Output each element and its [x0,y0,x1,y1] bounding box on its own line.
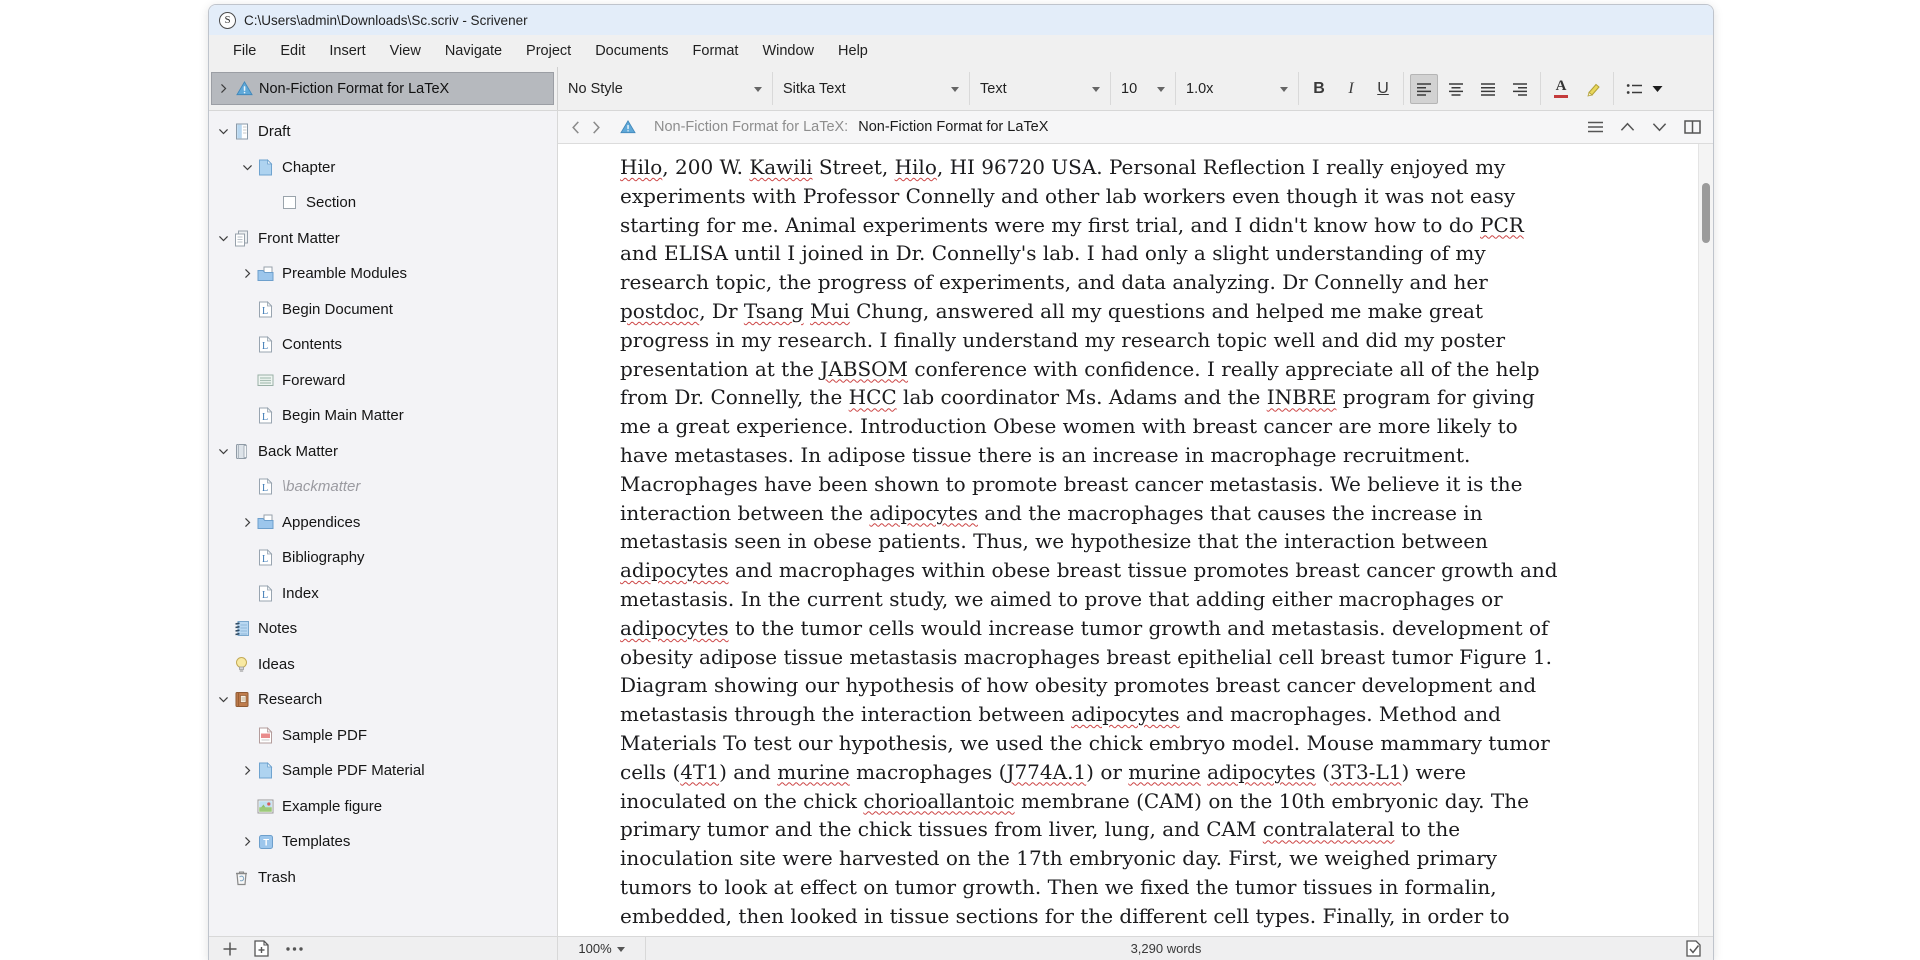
misspelled-word: Kawili [749,155,813,179]
binder-item-label: \backmatter [282,478,361,496]
misspelled-word: adipocytes [869,500,978,525]
menu-item-format[interactable]: Format [692,43,739,59]
style-dropdown-value: No Style [568,80,623,97]
project-triangle-icon [236,81,253,96]
doc-latex-icon [256,301,275,318]
misspelled-word: postdoc [620,298,700,323]
doc-lines-icon [256,372,275,389]
style-dropdown[interactable] [558,67,772,110]
chevron-spacer [239,478,256,495]
misspelled-word: murine [777,759,850,784]
notebook-icon [232,620,251,637]
bold-button[interactable]: B [1313,79,1325,97]
align-left-button[interactable] [1410,74,1438,104]
header-menu-icon[interactable] [1588,121,1603,133]
misspelled-word: 4T1 [680,759,720,784]
binder-item-label: Templates [282,833,351,851]
text-line: cells (4T1) and murine macrophages (J774A.1) or murine adipocytes (3T3-L1) were [620,759,1467,784]
document-targets-icon[interactable] [1686,940,1701,957]
text-line: research topic, the progress of experiments, and data analyzing. Dr Connelly and her [620,270,1488,295]
font-size-dropdown[interactable] [1111,67,1175,110]
binder-item-foreward[interactable] [209,363,557,399]
text-line: adipocytes and macrophages within obese breast tissue promotes breast cancer growth and [620,558,1558,583]
text-color-glyph: A [1555,78,1567,94]
binder-item-label: Appendices [282,513,361,531]
template-icon [256,833,275,850]
chevron-down-icon[interactable] [239,159,256,176]
folder-blue-icon [256,265,275,282]
svg-text:T: T [262,837,269,849]
main-area [209,111,1713,936]
misspelled-word: Hilo [894,155,937,179]
chevron-right-icon[interactable] [239,833,256,850]
add-item-button[interactable] [223,942,237,956]
scrollbar-thumb[interactable] [1702,183,1710,243]
chevron-down-icon[interactable] [215,123,232,140]
align-center-button[interactable] [1442,74,1470,104]
chevron-right-icon[interactable] [239,265,256,282]
binder-item-label: Trash [258,868,296,886]
binder-item-begin-document[interactable] [209,292,557,328]
binder-item-research[interactable] [209,682,557,718]
doc-pdf-icon [256,727,275,744]
text-line: Diagram showing our hypothesis of how obesity promotes breast cancer development and [620,673,1537,698]
svg-text:L: L [262,589,269,601]
doc-draft-icon [232,123,251,140]
misspelled-word: murine [1128,759,1201,784]
chevron-right-icon[interactable] [239,762,256,779]
text-line: adipocytes to the tumor cells would increase tumor growth and metastasis. development of [620,615,1549,640]
menu-item-help[interactable]: Help [838,43,868,59]
svg-text:L: L [262,305,269,317]
chevron-down-icon [951,87,959,96]
misspelled-word: adipocytes [620,615,729,640]
editor-scrollbar[interactable] [1698,144,1713,936]
misspelled-word: J774A.1 [1006,759,1087,784]
binder-item-label: Chapter [282,158,336,176]
menu-item-window[interactable]: Window [762,43,815,59]
binder-item-sample-pdf-material[interactable] [209,753,557,789]
underline-button[interactable]: U [1377,79,1389,97]
binder-item-notes[interactable] [209,611,557,647]
text-line: and ELISA until I joined in Dr. Connelly's lab. I had only a slight understanding of my [620,241,1486,266]
text-line: experiments with Professor Connelly and other lab workers even though it was not easy [620,183,1516,208]
editor-pane [558,111,1713,936]
doc-folded-blue-icon [256,762,275,779]
editor-document-title[interactable]: Non-Fiction Format for LaTeX [858,119,1049,135]
text-line: Materials To test our hypothesis, we used the chick embryo model. Mouse mammary tumor [620,730,1550,755]
text-line: embedded, then looked in tissue sections for the different cell types. Finally, in order to [620,903,1510,928]
binder-item-ideas[interactable] [209,647,557,683]
chevron-spacer [239,407,256,424]
binder-item-section[interactable] [209,185,557,221]
binder-item-index[interactable] [209,576,557,612]
folder-blue-icon [256,514,275,531]
text-line: presentation at the JABSOM conference with confidence. I really appreciate all of the help [620,356,1540,381]
text-line: starting for me. Animal experiments were my first trial, and I didn't know how to do PCR [620,212,1524,237]
text-line: from Dr. Connelly, the HCC lab coordinator Ms. Adams and the INBRE program for giving [620,385,1535,410]
chevron-down-icon [754,87,762,96]
chevron-spacer [239,372,256,389]
binder-item-begin-main-matter[interactable] [209,398,557,434]
image-icon [256,798,275,815]
binder-item-label: Draft [258,123,291,141]
split-view-icon[interactable] [1684,120,1701,134]
list-button[interactable] [1620,74,1648,104]
text-line: progress in my research. I finally understand my research topic well and did my poster [620,327,1506,352]
binder-item-front-matter[interactable] [209,221,557,257]
binder-item-label: Preamble Modules [282,265,408,283]
chevron-spacer [263,194,280,211]
font-dropdown-value: Sitka Text [783,80,846,97]
italic-button[interactable]: I [1348,79,1354,97]
misspelled-word: INBRE [1266,385,1337,410]
format-toolbar [209,67,1713,111]
font-variant-value: Text [980,80,1007,97]
binder-item-label: Ideas [258,655,295,673]
chevron-spacer [215,656,232,673]
editor-header [558,111,1713,144]
align-right-button[interactable] [1506,74,1534,104]
stack-pages-icon [232,230,251,247]
chevron-spacer [239,301,256,318]
chevron-down-icon[interactable] [215,230,232,247]
scrivener-logo-icon: S [219,12,236,29]
binder-item-back-matter[interactable] [209,434,557,470]
zoom-level: 100% [578,941,612,956]
misspelled-word: adipocytes [1207,759,1316,784]
binder-item-contents[interactable] [209,327,557,363]
text-line: tumors to look at effect on tumor growth. Then we fixed the tumor tissues in formalin, [620,874,1497,899]
misspelled-word: Mui [810,298,850,323]
binder-item-label: Begin Document [282,300,393,318]
text-line: Macrophages have been shown to promote breast cancer metastasis. We believe it is the [620,471,1523,496]
text-line: interaction between the adipocytes and the macrophages that causes the increase in [620,500,1483,525]
binder-item-label: Begin Main Matter [282,407,404,425]
misspelled-word: JABSOM [820,356,909,381]
square-icon [280,194,299,211]
status-bar [209,936,1713,960]
doc-latex-icon [256,478,275,495]
doc-latex-icon [256,336,275,353]
chevron-spacer [239,585,256,602]
binder-item-example-figure[interactable] [209,789,557,825]
trash-icon [232,869,251,886]
text-color-button[interactable] [1547,74,1575,104]
binder-item-label: Index [282,584,319,602]
chevron-right-icon[interactable] [239,514,256,531]
scrivener-window [208,4,1714,960]
more-options-button[interactable] [286,947,303,951]
chevron-spacer [215,620,232,637]
menu-item-file[interactable]: File [233,43,257,59]
chevron-down-icon [617,947,625,956]
misspelled-word: adipocytes [620,558,729,583]
word-count: 3,290 words [1130,941,1202,956]
svg-text:L: L [262,483,269,495]
align-justify-button[interactable] [1474,74,1502,104]
doc-folded-blue-icon [256,159,275,176]
binder-item-label: Sample PDF [282,726,368,744]
binder-item-backmatter[interactable] [209,469,557,505]
editor-body [558,144,1713,936]
binder-root-label: Non-Fiction Format for LaTeX [259,80,450,97]
text-line: inoculated on the chick chorioallantoic membrane (CAM) on the 10th embryonic day. The [620,788,1529,813]
window-title: C:\Users\admin\Downloads\Sc.scriv - Scrivener [244,12,528,28]
font-dropdown[interactable] [773,67,969,110]
document-text[interactable] [620,153,1683,931]
binder-item-label: Back Matter [258,442,339,460]
text-line: metastasis. In the current study, we aimed to prove that adding either macrophages or [620,586,1503,611]
text-line: obesity adipose tissue metastasis macrophages breast epithelial cell breast tumor Figure 1. [620,644,1552,669]
chevron-down-icon[interactable] [215,443,232,460]
chevron-spacer [239,549,256,566]
text-color-swatch [1554,95,1568,98]
binder-item-bibliography[interactable] [209,540,557,576]
chevron-right-icon[interactable] [217,82,230,95]
binder-item-appendices[interactable] [209,505,557,541]
binder-item-label: Sample PDF Material [282,762,425,780]
doc-latex-icon [256,407,275,424]
binder-footer [209,937,558,960]
svg-text:L: L [262,554,269,566]
menu-item-insert[interactable]: Insert [329,43,366,59]
binder-item-label: Notes [258,620,298,638]
document-triangle-icon [620,120,636,134]
misspelled-word: PCR [1480,212,1524,237]
list-dropdown-caret[interactable] [1652,85,1663,93]
chevron-down-icon[interactable] [215,691,232,708]
chevron-down-icon [1280,87,1288,96]
text-line: metastasis through the interaction between adipocytes and macrophages. Method and [620,702,1501,727]
forward-button[interactable] [591,120,602,135]
binder-item-label: Foreward [282,371,346,389]
format-controls [558,67,1713,110]
line-spacing-dropdown[interactable] [1176,67,1298,110]
zoom-dropdown[interactable] [558,937,646,960]
chevron-down-icon [1157,87,1165,96]
book-gray-icon [232,443,251,460]
misspelled-word: Tsang [743,298,804,323]
text-line: have metastases. In adipose tissue there is an increase in macrophage recruitment. [620,442,1471,467]
text-line: postdoc, Dr Tsang Mui Chung, answered all my questions and helped me make great [620,298,1484,323]
chevron-spacer [239,727,256,744]
editor-breadcrumb: Non-Fiction Format for LaTeX: [654,119,849,135]
text-line: inoculation site were harvested on the 17th embryonic day. First, we weighed primary [620,846,1498,871]
chevron-down-icon [1092,87,1100,96]
line-spacing-value: 1.0x [1186,80,1214,97]
bulb-icon [232,656,251,673]
book-brown-icon [232,691,251,708]
misspelled-word: HCC [848,385,897,410]
text-line: me a great experience. Introduction Obese women with breast cancer are more likely to [620,414,1518,439]
menu-bar [209,35,1713,67]
menu-item-edit[interactable]: Edit [280,43,306,59]
binder-item-sample-pdf[interactable] [209,718,557,754]
text-line: primary tumor and the chick tissues from liver, lung, and CAM contralateral to the [620,817,1461,842]
binder-item-label: Contents [282,336,343,354]
next-document-icon[interactable] [1652,122,1667,132]
binder-item-label: Front Matter [258,229,340,247]
title-bar[interactable] [209,5,1713,35]
binder-item-chapter[interactable] [209,150,557,186]
svg-text:L: L [262,341,269,353]
previous-document-icon[interactable] [1620,122,1635,132]
misspelled-word: adipocytes [1071,702,1180,727]
binder-item-preamble-modules[interactable] [209,256,557,292]
binder-header [209,67,558,110]
chevron-spacer [215,869,232,886]
menu-item-documents[interactable]: Documents [595,43,669,59]
font-variant-dropdown[interactable] [970,67,1110,110]
menu-item-navigate[interactable]: Navigate [444,43,503,59]
highlighter-button[interactable] [1579,74,1607,104]
binder-root-item[interactable] [211,72,554,105]
binder-item-draft[interactable] [209,114,557,150]
binder-item-label: Research [258,691,323,709]
binder-item-label: Example figure [282,797,383,815]
misspelled-word: Hilo [620,155,663,179]
misspelled-word: chorioallantoic [863,788,1015,813]
chevron-spacer [239,336,256,353]
binder-item-templates[interactable] [209,824,557,860]
font-size-value: 10 [1121,80,1138,97]
doc-latex-icon [256,549,275,566]
misspelled-word: 3T3-L1 [1329,759,1402,784]
binder-sidebar [209,111,558,936]
misspelled-word: contralateral [1262,817,1395,842]
binder-item-label: Section [306,194,357,212]
chevron-spacer [239,798,256,815]
doc-latex-icon [256,585,275,602]
svg-text:L: L [262,412,269,424]
add-document-button[interactable] [254,940,269,957]
menu-item-view[interactable]: View [389,43,421,59]
binder-item-trash[interactable] [209,860,557,896]
menu-item-project[interactable]: Project [526,43,572,59]
text-line: Hilo, 200 W. Kawili Street, Hilo, HI 96720 USA. Personal Reflection I really enjoyed my [620,155,1506,179]
binder-item-label: Bibliography [282,549,365,567]
back-button[interactable] [570,120,581,135]
text-line: metastasis seen in obese patients. Thus, we hypothesize that the interaction between [620,529,1488,554]
